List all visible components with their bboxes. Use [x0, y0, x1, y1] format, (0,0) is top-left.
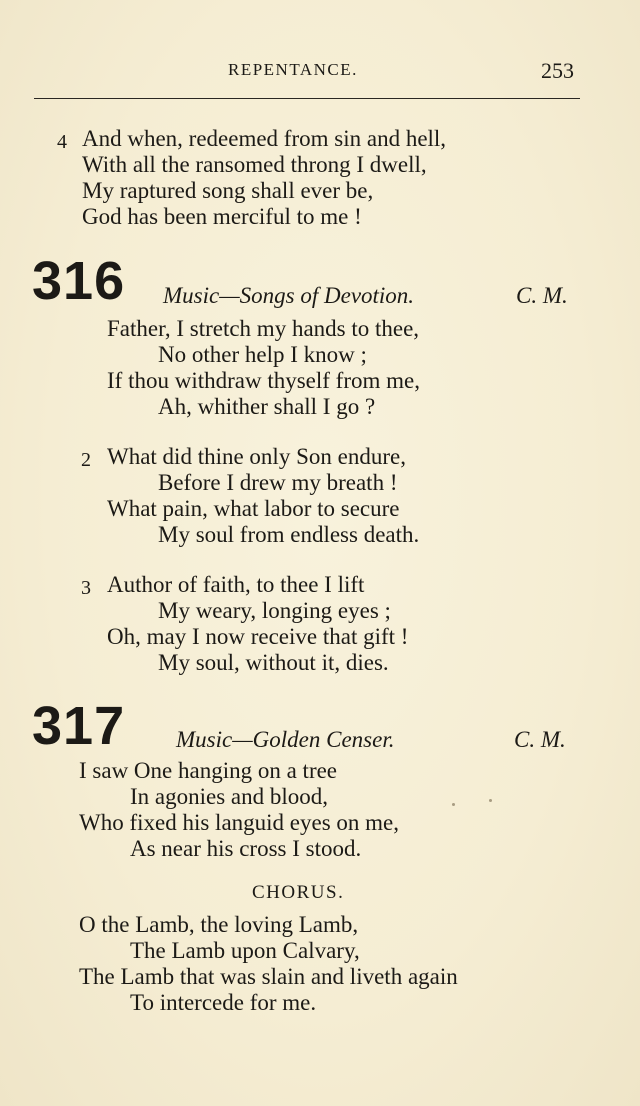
verse-number: 4 [57, 131, 67, 153]
verse-line: I saw One hanging on a tree [79, 758, 338, 783]
paper-speck [489, 799, 492, 802]
meter: C. M. [516, 283, 568, 308]
verse-line: Father, I stretch my hands to thee, [107, 316, 420, 341]
verse-line: No other help I know ; [158, 342, 367, 367]
verse-line: God has been merciful to me ! [82, 204, 362, 229]
verse-line: With all the ransomed throng I dwell, [82, 152, 427, 177]
tune-name: Music—Golden Censer. [176, 727, 395, 752]
chorus-line: The Lamb upon Calvary, [130, 938, 360, 963]
verse-line: What did thine only Son endure, [107, 444, 406, 469]
chorus-line: To intercede for me. [130, 990, 317, 1015]
verse-line: Ah, whither shall I go ? [158, 394, 376, 419]
tune-name: Music—Songs of Devotion. [163, 283, 415, 308]
verse-line: My soul from endless death. [158, 522, 420, 547]
verse-line: Before I drew my breath ! [158, 470, 398, 495]
verse-number: 3 [81, 577, 91, 599]
chorus-line: The Lamb that was slain and liveth again [79, 964, 458, 989]
verse-line: And when, redeemed from sin and hell, [82, 126, 447, 151]
page-number: 253 [541, 58, 574, 83]
chorus-line: O the Lamb, the loving Lamb, [79, 912, 359, 937]
hymn-number: 317 [32, 696, 126, 756]
chorus-label: CHORUS. [252, 882, 345, 903]
verse-line: My weary, longing eyes ; [158, 598, 391, 623]
verse-line: Who fixed his languid eyes on me, [79, 810, 400, 835]
verse-number: 2 [81, 449, 91, 471]
verse-line: In agonies and blood, [130, 784, 329, 809]
verse-line: Oh, may I now receive that gift ! [107, 624, 409, 649]
verse-line: As near his cross I stood. [130, 836, 362, 861]
meter: C. M. [514, 727, 566, 752]
verse-line: Author of faith, to thee I lift [107, 572, 365, 597]
paper-speck [452, 803, 455, 806]
verse-line: If thou withdraw thyself from me, [107, 368, 420, 393]
verse-line: My soul, without it, dies. [158, 650, 389, 675]
running-head: REPENTANCE. [228, 60, 358, 79]
header-rule [34, 98, 580, 99]
verse-line: What pain, what labor to secure [107, 496, 400, 521]
verse-line: My raptured song shall ever be, [82, 178, 374, 203]
hymn-number: 316 [32, 251, 126, 311]
